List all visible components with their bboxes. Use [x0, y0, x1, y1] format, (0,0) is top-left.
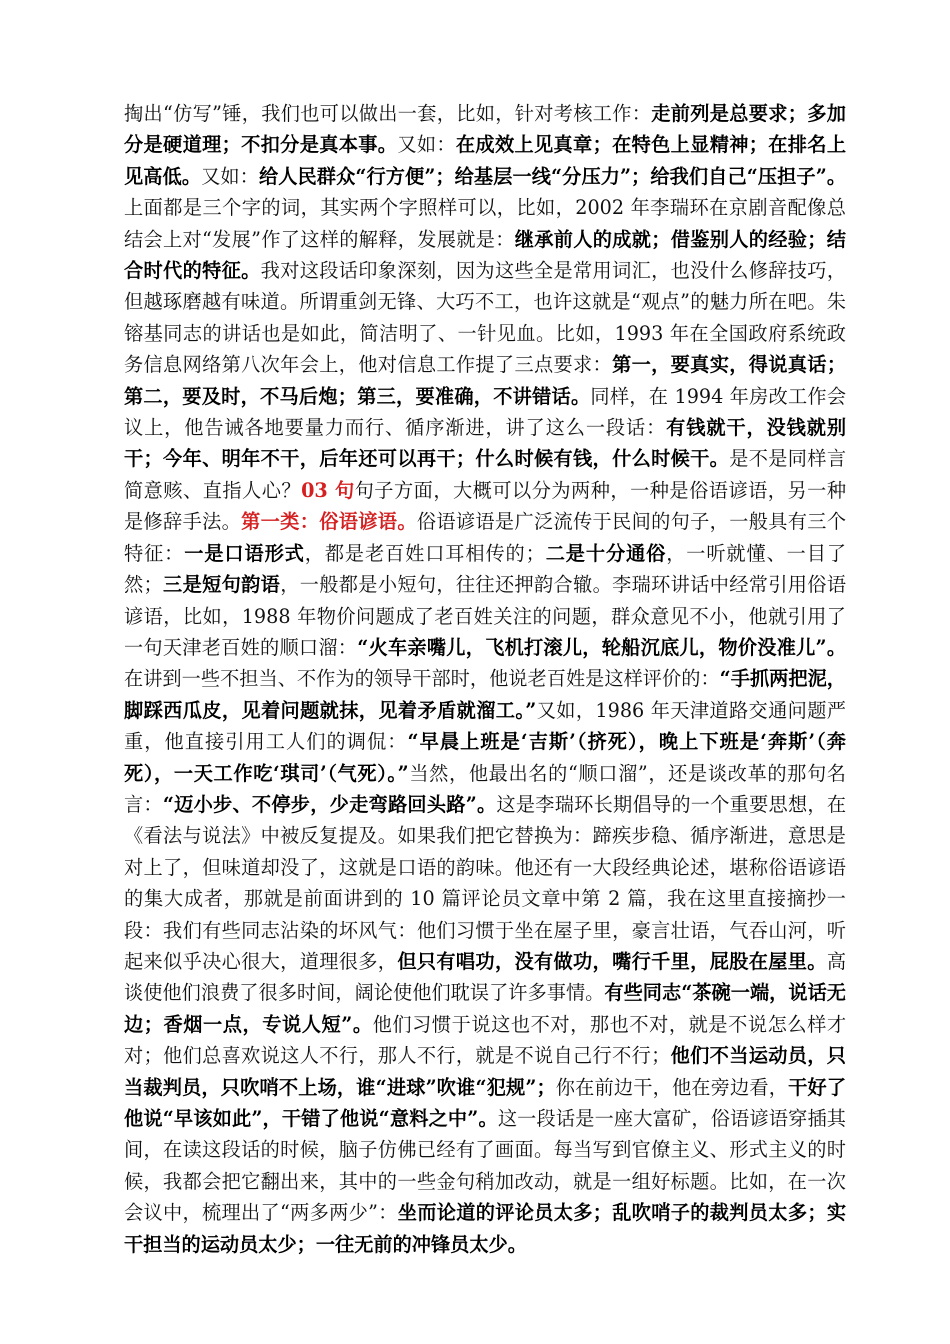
- text-segment: 这一段话是一座大富矿，俗语谚语穿插其间，在读这段话的时候，脑子仿佛已经有了画面。每当写到官僚主义、形式主义的时候，我都会把它翻出来，其中的一些金句稍加改动，就是一组好标题。比如，在一次会议中，梳理出了“两多两少”：: [124, 1107, 846, 1225]
- body-paragraph: [124, 98, 846, 1260]
- text-segment: 句子方面，大概可以分为两种，一种是俗语谚语，另一种是修辞手法。: [124, 478, 847, 534]
- bold-segment: 一是口语形式: [184, 541, 305, 565]
- bold-segment: 继承前人的成就；借鉴别人的经验；结合时代的特征。: [124, 227, 846, 283]
- text-segment: 又如，1986 年天津道路交通问题严重，他直接引用工人们的调侃：: [124, 698, 846, 754]
- bold-segment: 有些同志“茶碗一端，说话无边；香烟一点，专说人短”。: [124, 981, 846, 1036]
- text-segment: 俗语谚语是广泛流传于民间的句子，一般具有三个特征：: [124, 510, 847, 565]
- text-segment: 我对这段话印象深刻，因为这些全是常用词汇，也没什么修辞技巧，但越琢磨越有味道。所谓重剑无锋、大巧不工，也许这就是“观点”的魅力所在吧。朱镕基同志的讲话也是如此，简洁明了、一针见血。比如，1993 年在全国政府系统政务信息网络第八次年会上，他对信息工作提了三点要求：: [124, 259, 847, 377]
- bold-segment: 在成效上见真章；在特色上显精神；在排名上见高低。: [124, 133, 847, 188]
- bold-segment: “早晨上班是‘吉斯’（挤死），晚上下班是‘奔斯’（奔死），一天工作吃‘琪司’（气死）。”: [124, 730, 846, 785]
- bold-segment: 三是短句韵语: [162, 573, 281, 597]
- document-body: [124, 98, 846, 1260]
- bold-segment: “手抓两把泥，脚踩西瓜皮，见着问题就抹，见着矛盾就溜工。”: [124, 667, 846, 722]
- subsection-heading-first-category: 第一类：俗语谚语。: [241, 510, 417, 534]
- section-heading-03: 03 句: [301, 478, 355, 502]
- text-segment: 上面都是三个字的词，其实两个字照样可以，比如，2002 年李瑞环在京剧音配像总结会上对“发展”作了这样的解释，发展就是：: [124, 196, 846, 251]
- bold-segment: “火车亲嘴儿，飞机打滚儿，轮船沉底儿，物价没准儿”。: [357, 635, 847, 659]
- text-segment: 是不是同样言简意赅、直指人心？: [124, 447, 847, 502]
- text-segment: 在讲到一些不担当、不作为的领导干部时，他说老百姓是这样评价的：: [124, 667, 720, 691]
- text-segment: 同样，在 1994 年房改工作会议上，他告诫各地要量力而行、循序渐进，讲了这么一段话：: [124, 384, 847, 440]
- bold-segment: 有钱就干，没钱就别干；今年、明年不干，后年还可以再干；什么时候有钱，什么时候干。: [124, 416, 847, 471]
- bold-segment: 二是十分通俗: [544, 541, 667, 565]
- text-segment: 当然，他最出名的“顺口溜”，还是谈改革的那句名言：: [124, 761, 846, 816]
- text-segment: 高谈使他们浪费了很多时间，阔论使他们耽误了许多事情。: [124, 949, 847, 1005]
- text-segment: 这是李瑞环长期倡导的一个重要思想，在《看法与说法》中被反复提及。如果我们把它替换为：蹄疾步稳、循序渐进，意思是对上了，但味道却没了，这就是口语的韵味。他还有一大段经典论述，堪称俗语谚语的集大成者，那就是前面讲到的 10 篇评论员文章中第 2 篇，我在这里直接摘抄一段：我们有些同志沾染的坏风气：他们习惯于坐在屋子里，豪言壮语，气吞山河，听起来似乎决心很大，道理很多，: [124, 792, 847, 973]
- bold-segment: 他们不当运动员，只当裁判员，只吹哨不上场，谁“进球”吹谁“犯规”；: [124, 1044, 846, 1099]
- bold-segment: “迈小步、不停步，少走弯路回头路”。: [162, 792, 497, 816]
- bold-segment: 第一，要真实，得说真话；第二，要及时，不马后炮；第三，要准确，不讲错话。: [124, 353, 847, 408]
- text-segment: 又如：: [201, 164, 259, 188]
- bold-segment: 干好了他说“早该如此”，干错了他说“意料之中”。: [124, 1075, 847, 1130]
- text-segment: 掏出“仿写”锤，我们也可以做出一套，比如，针对考核工作：: [124, 102, 652, 125]
- text-segment: ，一般都是小短句，往往还押韵合辙。李瑞环讲话中经常引用俗语谚语，比如，1988 年物价问题成了老百姓关注的问题，群众意见不小，他就引用了一句天津老百姓的顺口溜：: [124, 573, 847, 659]
- bold-segment: 走前列是总要求；多加分是硬道理；不扣分是真本事。: [124, 102, 846, 157]
- text-segment: 你在前边干，他在旁边看，: [555, 1075, 789, 1099]
- bold-segment: 但只有唱功，没有做功，嘴行千里，屁股在屋里。: [397, 949, 827, 973]
- text-segment: ，一听就懂、一目了然；: [124, 541, 847, 597]
- bold-segment: 坐而论道的评论员太多；乱吹哨子的裁判员太多；实干担当的运动员太少；一往无前的冲锋员太少。: [124, 1201, 847, 1256]
- text-segment: ，都是老百姓口耳相传的；: [304, 541, 545, 565]
- bold-segment: 给人民群众“行方便”；给基层一线“分压力”；给我们自己“压担子”。: [258, 164, 847, 188]
- text-segment: 他们习惯于说这也不对，那也不对，就是不说怎么样才对；他们总喜欢说这人不行，那人不行，就是不说自己行不行；: [124, 1012, 847, 1068]
- text-segment: 又如：: [397, 133, 456, 157]
